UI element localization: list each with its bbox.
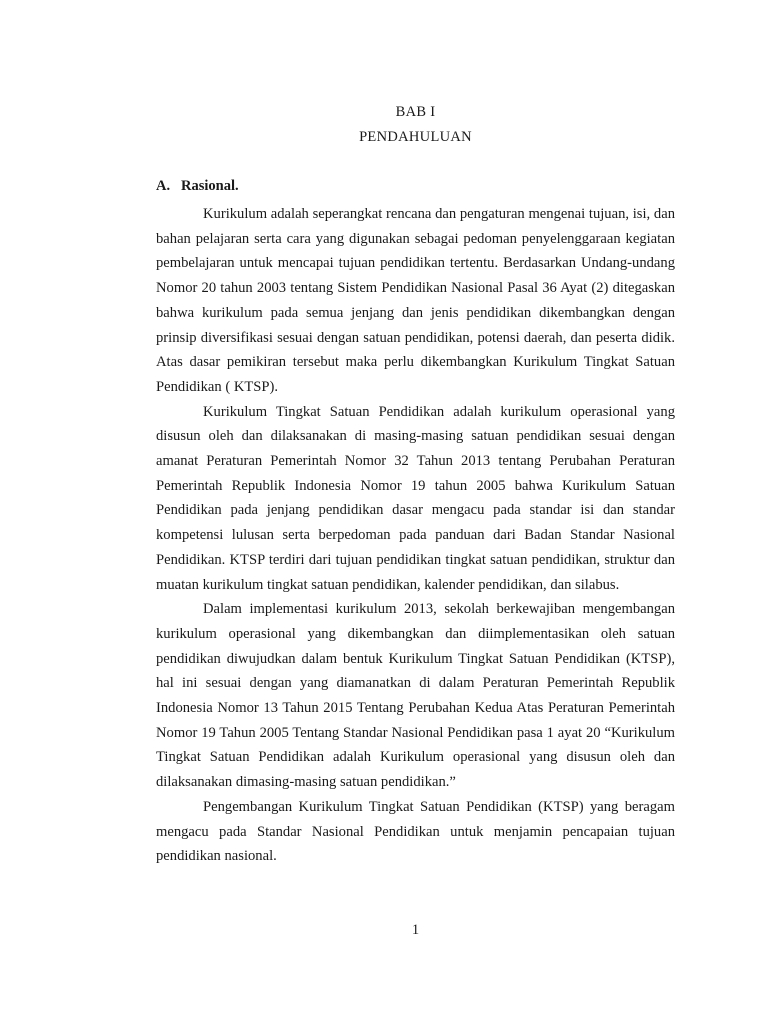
body-text — [156, 202, 675, 869]
section-title: Rasional. — [181, 178, 239, 194]
page-number: 1 — [411, 922, 420, 938]
section-letter: A. — [156, 178, 171, 194]
paragraph-1: Kurikulum adalah seperangkat rencana dan pengaturan mengenai tujuan, isi, dan bahan pelajaran serta cara yang digunakan sebagai pedoman penyelenggaraan kegiatan pembelajaran untuk mencapai tujuan pendidikan tertentu. Berdasarkan Undang-undang Nomor 20 tahun 2003 tentang Sistem Pendidikan Nasional Pasal 36 Ayat (2) ditegaskan bahwa kurikulum pada semua jenjang dan jenis pendidikan dikembangkan dengan prinsip diversifikasi sesuai dengan satuan pendidikan, potensi daerah, dan peserta didik. Atas dasar pemikiran tersebut maka perlu dikembangkan Kurikulum Tingkat Satuan Pendidikan ( KTSP). — [156, 206, 675, 395]
chapter-label: BAB I — [395, 104, 436, 120]
paragraph-2: Kurikulum Tingkat Satuan Pendidikan adalah kurikulum operasional yang disusun oleh dan dilaksanakan di masing-masing satuan pendidikan sesuai dengan amanat Peraturan Pemerintah Nomor 32 Tahun 2013 tentang Perubahan Peraturan Pemerintah Republik Indonesia Nomor 19 tahun 2005 bahwa Kurikulum Satuan Pendidikan pada jenjang pendidikan dasar mengacu pada standar isi dan standar kompetensi lulusan serta berpedoman pada panduan dari Badan Standar Nasional Pendidikan. KTSP terdiri dari tujuan pendidikan tingkat satuan pendidikan, struktur dan muatan kurikulum tingkat satuan pendidikan, kalender pendidikan, dan silabus. — [156, 403, 675, 593]
chapter-title: PENDAHULUAN — [359, 129, 472, 145]
section-heading — [156, 178, 239, 195]
paragraph-4: Pengembangan Kurikulum Tingkat Satuan Pendidikan (KTSP) yang beragam mengacu pada Standar Nasional Pendidikan untuk menjamin pencapaian tujuan pendidikan nasional. — [156, 798, 675, 865]
paragraph-3: Dalam implementasi kurikulum 2013, sekolah berkewajiban mengembangan kurikulum operasional yang dikembangkan dan diimplementasikan oleh satuan pendidikan diwujudkan dalam bentuk Kurikulum Tingkat Satuan Pendidikan (KTSP), hal ini sesuai dengan yang diamanatkan di dalam Peraturan Pemerintah Republik Indonesia Nomor 13 Tahun 2015 Tentang Perubahan Kedua Atas Peraturan Pemerintah Nomor 19 Tahun 2005 Tentang Standar Nasional Pendidikan pasa 1 ayat 20 “Kurikulum Tingkat Satuan Pendidikan adalah Kurikulum operasional yang disusun oleh dan dilaksanakan dimasing-masing satuan pendidikan.” — [156, 601, 675, 791]
